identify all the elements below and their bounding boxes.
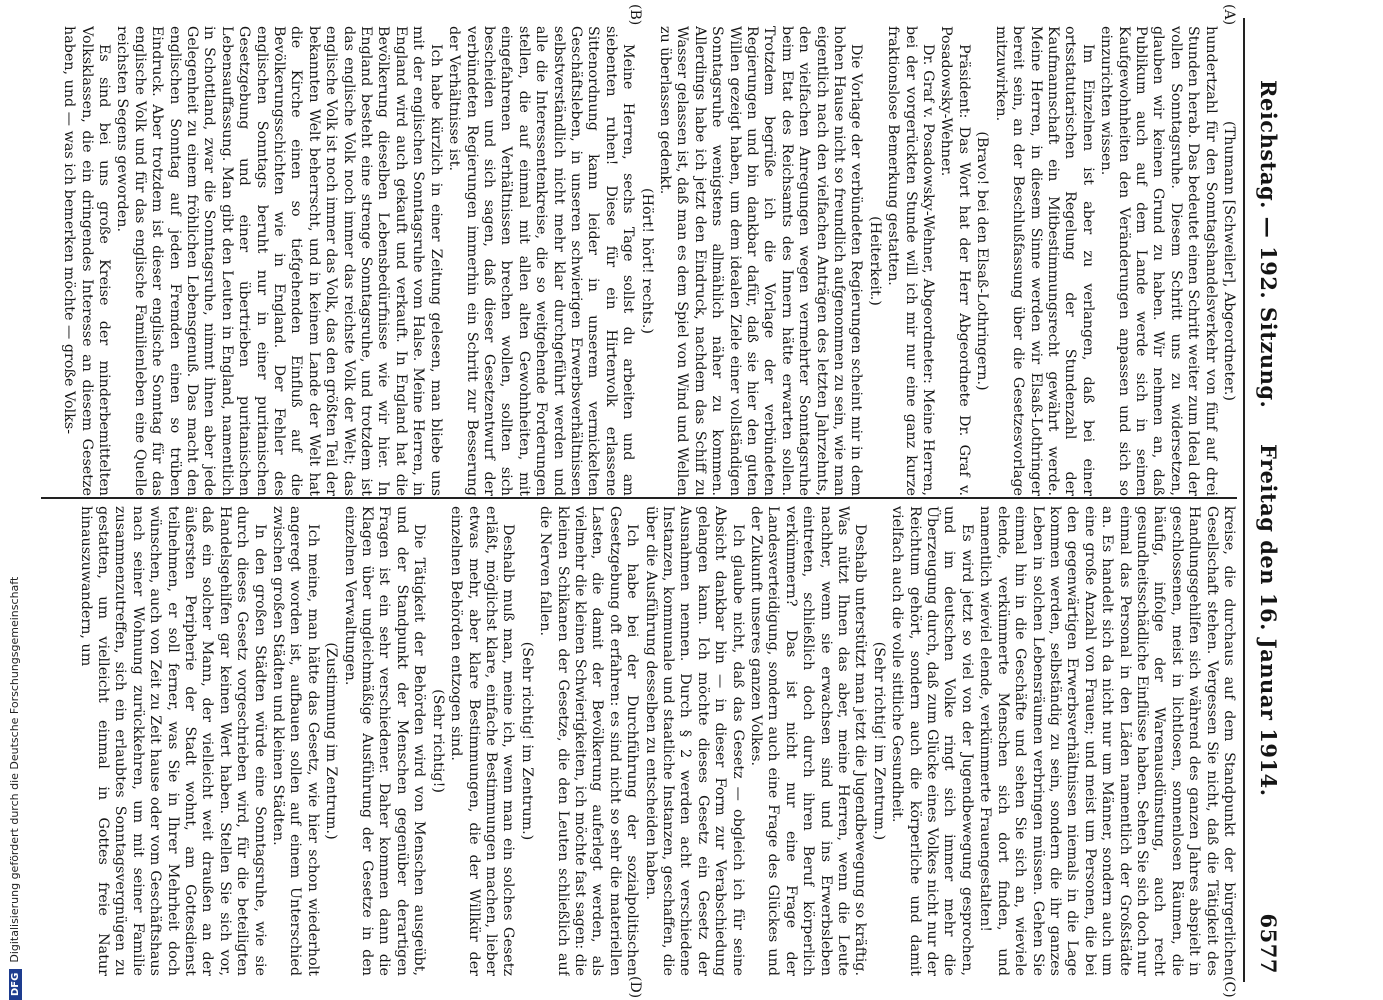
interjection: (Zustimmung im Zentrum.) <box>323 642 340 840</box>
header-date: Freitag den 16. Januar 1914. <box>1256 444 1281 797</box>
paragraph: Ich glaube nicht, daß das Gesetz — obgleich ich für seine Absicht dankbar bin — in dieser Form zur Verabschiedung gelangen kann. Ich möchte dieses Gesetz ein Gesetz der Ausnahmen nennen. Durch § 2 werden acht verschiedene Instanzen, kommunale und staatliche Instanzen, geschaffen, die über die Ausführung desselben zu entscheiden haben. <box>642 506 746 976</box>
paragraph: Meine Herren, sechs Tage sollst du arbeiten und am siebenten ruhen! Diese für ein Hirtenvolk erlassene Sittenordnung kann leider in unserem vermickelten Geschäftsleben, in unseren schwierigen Erwerbsverhältnissen selbstverständlich nicht mehr klar durchgeführt werden und alle die Interessentenkreise, die so weitgehende Forderungen stellen, die auf einmal mit allen alten Gewohnheiten, mit eingefahrenen Verhältnissen brechen wollen, sollten sich bescheiden und sich sagen, daß dieser Gesetzentwurf der verbündeten Regierungen immerhin ein Schritt zur Besserung der Verhältnisse ist. <box>446 26 637 496</box>
digitization-credit <box>8 0 30 1000</box>
interjection: (Sehr richtig!) <box>429 689 446 793</box>
paragraph: kreise, die durchaus auf dem Standpunkt der bürgerlichen Gesellschaft stehen. Vergessen Sie nicht, daß die Tätigkeit des Handlungsgehilfen sich während des ganzen Jahres abspielt in geschlossenen, meist in lichtlosen, sonnenlosen Räumen, die häufig, infolge der Warenausdünstung, auch recht gesundheitsschädliche Einflüsse haben. Sehen Sie sich doch nur einmal das Personal in den Läden namentlich der Großstädte an. Es handelt sich da nicht nur um Männer, sondern auch um eine große Anzahl von Frauen; und meist um Personen, die bei den gegenwärtigen Erwerbsverhältnissen niemals in die Lage kommen werden, selbständig zu sein, sondern die ihr ganzes Leben in solchen Lebensräumen verbringen müssen. Gehen Sie einmal hin in die Geschäfte und sehen Sie sich an, wieviele elende, verkümmerte Menschen sich dort finden, und namentlich wieviel elende, verkümmerte Frauengestalten! <box>977 506 1237 976</box>
dfg-logo: DFG <box>9 969 22 1000</box>
interjection: (Bravo! bei den Elsaß-Lothringern.) <box>974 131 991 391</box>
paragraph: Die Tätigkeit der Behörden wird von Menschen ausgeübt, und der Standpunkt der Menschen gegenüber derartigen Fragen ist ein sehr verschiedener. Daher kommen dann die Klagen über ungleichmäßige Ausführung der Gesetze in den einzelnen Verwaltungen. <box>341 506 428 976</box>
interjection: (Hört! hört! rechts.) <box>638 188 655 334</box>
header-rule <box>1243 18 1245 982</box>
paragraph: Die Vorlage der verbündeten Regierungen scheint mir in dem hohen Hause nicht so freundlich aufgenommen zu sein, wie man eigentlich nach den vielfachen Anträgen des letzten Jahrzehnts, den vielfachen Anregungen wegen vermehrter Sonntagsruhe beim Etat des Reichsamts des Innern hätte erwarten sollen. Trotzdem begrüße ich die Vorlage der verbündeten Regierungen und bin dankbar dafür, daß sie hier den guten Willen gezeigt haben, um dem idealen Ziele einer vollständigen Sonntagsruhe wenigstens allmählich näher zu kommen. Allerdings habe ich jetzt den Eindruck, nachdem das Schiff zu Wasser gelassen ist, daß man es dem Spiel von Wind und Wellen zu überlassen gedenkt. <box>657 26 865 496</box>
header-page-number: 6577 <box>1256 913 1281 974</box>
president-statement: Präsident: Das Wort hat der Herr Abgeordnete Dr. Graf v. Posadowsky-Wehner. <box>938 26 972 496</box>
paragraph: In den großen Städten würde eine Sonntagsruhe, wie sie durch dieses Gesetz vorgeschrieben wird, für die beteiligten Handelsgehilfen gar keinen Wert haben. Stellen Sie sich vor, daß ein solcher Mann, der vielleicht weit draußen an der äußersten Peripherie der Stadt wohnt, am Gottesdienst teilnehmen, er soll ferner, was Sie in Ihrer Mehrheit doch wünschen, auch von Zeit zu Zeit hause oder vom Geschäftshaus nach seiner Wohnung zurückkehren, um mit seiner Familie zusammenzutreffen, sich ein erlaubtes Sonntagsvergnügen zu gestatten, um vielleicht einmal in Gottes freie Natur hinauszuwandern, um <box>77 506 268 976</box>
column-divider <box>41 497 1237 499</box>
right-column <box>41 506 1237 976</box>
speaker-attribution: (Thumann [Schweiler], Abgeordneter.) <box>1221 121 1237 401</box>
paragraph: Ich habe kürzlich in einer Zeitung gelesen, man bliebe uns mit der englischen Sonntagsruhe vom Halse. Meine Herren, in England wird auch gekauft und verkauft. In England hat die Bevölkerung dieselben Lebensbedürfnisse wie wir hier. In England besteht eine strenge Sonntagsruhe, und trotzdem ist das englische Volk noch immer das reichste Volk der Welt; das englische Volk ist noch immer das Volk, das den größten Teil der bekannten Welt beherrscht, und in keinem Lande der Welt hat die Kirche einen so tiefgehenden Einfluß auf die Bevölkerungsschichten wie in England. Der Fehler des englischen Sonntags beruht nur in einer puritanischen Gesetzgebung und einer übertrieben puritanischen Lebensauffassung. Man gibt den Leuten in England, namentlich in Schottland, zwar die Sonntagsruhe, nimmt ihnen aber jede Gelegenheit zu einem fröhlichen Lebensgenuß. Das macht den englischen Sonntag auf jeden Fremden einen so trüben Eindruck. Aber trotzdem ist dieser englische Sonntag für das englische Volk und für das englische Familienleben eine Quelle reichsten Segens geworden. <box>114 26 444 496</box>
rotated-page <box>33 0 1333 1000</box>
paragraph: Es sind bei uns große Kreise der minderbemittelten Volksklassen, die ein dringendes Interesse an diesem Gesetze haben, und — was ich bemerken möchte — große Volks- <box>61 26 112 496</box>
paragraph: Es wird jetzt so viel von der Jugendbewegung gesprochen, und im deutschen Volke ringt sich immer mehr die Überzeugung durch, daß zum Glücke eines Volkes nicht nur der Reichtum gehört, sondern auch die körperliche und damit vielfach auch die volle sittliche Gesundheit. <box>889 506 975 976</box>
paragraph: Deshalb muß man, meine ich, wenn man ein solches Gesetz erläßt, möglichst klare, einfache Bestimmungen machen, lieber etwas mehr, aber klare Bestimmungen, die der Willkür der einzelnen Behörden entzogen sind. <box>448 506 517 976</box>
page-header <box>1249 18 1285 982</box>
margin-mark-b: (B) <box>627 4 643 26</box>
paragraph: Ich habe bei der Durchführung der sozialpolitischen Gesetzgebung oft erfahren: es sind nicht so sehr die materiellen Lasten, die damit der Bevölkerung auferlegt werden, als vielmehr die kleinen Schwierigkeiten, ich möchte fast sagen: die kleinen Schikanen der Gesetze, die den Leuten schließlich auf die Nerven fallen. <box>537 506 641 976</box>
interjection: (Heiterkeit.) <box>866 216 883 306</box>
left-column <box>41 26 1237 496</box>
paragraph: Im Einzelnen ist aber zu verlangen, daß bei einer ortsstatutarischen Regelung der Stundenzahl der Kaufmannschaft ein Mitbestimmungsrecht gewährt werde. Meine Herren, in diesem Sinne werden wir Elsaß-Lothringer bereit sein, an der Beschlußfassung über die Gesetzesvorlage mitzuwirken. <box>992 26 1096 496</box>
speaker-intro: Dr. Graf v. Posadowsky-Wehner, Abgeordneter: Meine Herren, bei der vorgerückten Stunde will ich mir nur eine ganz kurze fraktionslose Bemerkung gestatten. <box>885 26 937 496</box>
interjection: (Sehr richtig! im Zentrum.) <box>870 641 887 841</box>
margin-mark-c: (C) <box>1221 976 1237 998</box>
margin-mark-a: (A) <box>1221 4 1237 26</box>
margin-mark-d: (D) <box>627 976 643 999</box>
credit-text: Digitalisierung gefördert durch die Deutsche Forschungsgemeinschaft <box>8 576 21 963</box>
header-session: Reichstag. — 192. Sitzung. <box>1256 80 1281 409</box>
paragraph: hundertzahl für den Sonntagshandelsverkehr von fünf auf drei Stunden herab. Das bedeutet einen Schritt weiter zum Ideal der vollen Sonntagsruhe. Diesem Schritt uns zu widersetzen, glauben wir keinen Grund zu haben. Wir nehmen an, daß Publikum auch auf dem Lande werde sich in seinen Kaufgewohnheiten den Veränderungen anpassen und sich so einzurichten wissen. <box>1098 26 1219 496</box>
interjection: (Sehr richtig! im Zentrum.) <box>518 641 535 841</box>
paragraph: Ich meine, man hätte das Gesetz, wie hier schon wiederholt angeregt worden ist, aufbauen sollen auf einem Unterschied zwischen großen Städten und kleinen Städten. <box>270 506 321 976</box>
paragraph: Deshalb unterstützt man jetzt die Jugendbewegung so kräftig. Was nützt Ihnen das aber, meine Herren, wenn die Leute nachher, wenn sie erwachsen sind und ins Erwerbsleben eintreten, schließlich doch durch ihren Beruf körperlich verkümmern? Das ist nicht nur eine Frage der Landesverteidigung, sondern auch eine Frage des Glückes und der Zukunft unseres ganzen Volkes. <box>748 506 869 976</box>
